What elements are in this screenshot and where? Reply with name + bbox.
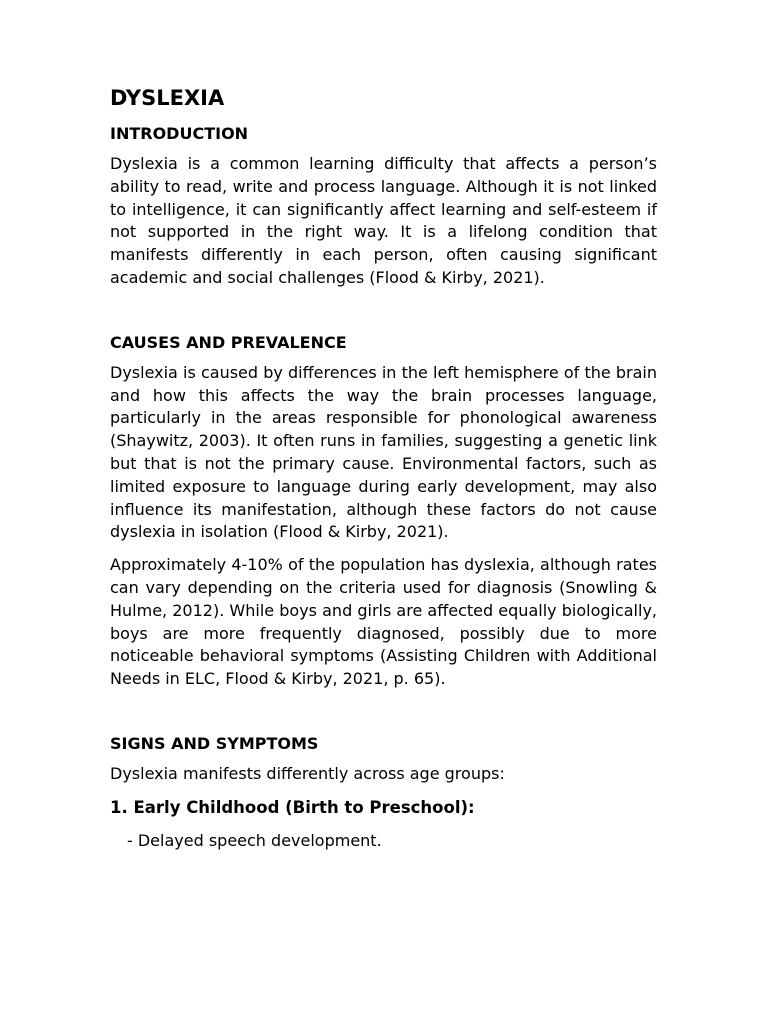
- section-spacer: [110, 701, 657, 733]
- section-spacer: [110, 300, 657, 332]
- signs-intro-paragraph: Dyslexia manifests differently across age groups:: [110, 763, 505, 783]
- section-heading-introduction: INTRODUCTION: [110, 124, 249, 143]
- section-heading-signs: SIGNS AND SYMPTOMS: [110, 733, 319, 753]
- introduction-paragraph: Dyslexia is a common learning difficulty that affects a person’s ability to read, write and process language. Although it is not linked to intelligence, it can significantly affect learning and self-esteem if not supported in the right way. It is a lifelong condition that manifests differently in each person, often causing significant academic and social challenges (Flood & Kirby, 2021).: [110, 154, 657, 287]
- document-title: DYSLEXIA: [110, 86, 225, 110]
- document-page: [110, 84, 657, 852]
- symptom-list-item: - Delayed speech development.: [127, 830, 382, 850]
- causes-paragraph: Dyslexia is caused by differences in the left hemisphere of the brain and how this affects the way the brain processes language, particularly in the areas responsible for phonological awareness (Shaywitz, 2003). It often runs in families, suggesting a genetic link but that is not the primary cause. Environmental factors, such as limited exposure to language during early development, may also influence its manifestation, although these factors do not cause dyslexia in isolation (Flood & Kirby, 2021).: [110, 362, 657, 542]
- section-heading-causes: CAUSES AND PREVALENCE: [110, 332, 347, 352]
- prevalence-paragraph: Approximately 4-10% of the population has dyslexia, although rates can vary depending on the criteria used for diagnosis (Snowling & Hulme, 2012). While boys and girls are affected equally biologically, boys are more frequently diagnosed, possibly due to more noticeable behavioral symptoms (Assisting Children with Additional Needs in ELC, Flood & Kirby, 2021, p. 65).: [110, 555, 657, 689]
- age-group-subheading: 1. Early Childhood (Birth to Preschool):: [110, 797, 475, 817]
